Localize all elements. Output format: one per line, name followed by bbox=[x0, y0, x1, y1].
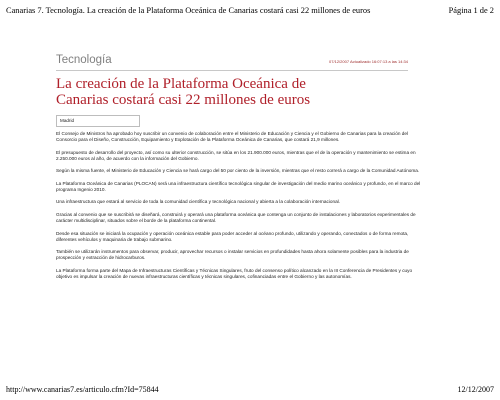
article-headline: La creación de la Plataforma Oceánica de Canarias costará casi 22 millones de euros bbox=[56, 76, 311, 108]
section-divider bbox=[56, 70, 408, 71]
section-title: Tecnología bbox=[56, 54, 112, 66]
article-dateline: 07/12/2007 Actualizado 16:07:13 a las 14:34 bbox=[329, 59, 408, 64]
print-footer-url: http://www.canarias7.es/articulo.cfm?Id=75844 bbox=[6, 385, 159, 394]
article-paragraph: El presupuesto de desarrollo del proyecto, así como su ulterior construcción, se sitúa en los 21.900.000 euros, mientras que el de la operación y mantenimiento se estima en 2.250.000 euros al año, de acuerdo con la información del Gobierno. bbox=[56, 149, 416, 161]
print-page-number: Página 1 de 2 bbox=[448, 6, 494, 15]
article-paragraph: Según la misma fuente, el Ministerio de Educación y Ciencia se hará cargo del 50 por ciento de la inversión, mientras que el resto correrá a cargo de la Comunidad Autónoma. bbox=[56, 168, 420, 174]
print-footer-date: 12/12/2007 bbox=[457, 385, 494, 394]
article-paragraph: Gracias al convenio que se suscribirá se diseñará, construirá y operará una plataforma oceánica que contenga un conjunto de instalaciones y laboratorios experimentales de carácter multidisciplinar, situados sobre el borde de la plataforma continental. bbox=[56, 211, 416, 223]
print-header-title: Canarias 7. Tecnología. La creación de la Plataforma Oceánica de Canarias costará casi 22 millones de euros bbox=[6, 6, 371, 15]
article-paragraph: El Consejo de Ministros ha aprobado hoy suscribir un convenio de colaboración entre el Ministerio de Educación y Ciencia y el Gobierno de Canarias para la creación del Consorcio para el Diseño, Construcción, Equipamiento y Explotación de la Plataforma Oceánica de Canarias, que costará 21,9 millones. bbox=[56, 131, 409, 142]
article-paragraph: También se utilizarán instrumentos para observar, producir, aprovechar recursos o instalar servicios en profundidades hasta ahora solamente posibles para la industria de prospección y extracción de hidrocarburos. bbox=[56, 249, 409, 261]
article-location: Madrid bbox=[56, 115, 140, 127]
article-paragraph: La Plataforma Oceánica de Canarias (PLOCAN) será una infraestructura científico tecnológica singular de investigación del medio marino oceánico y profundo, en el marco del programa Ingenio 2010. bbox=[56, 180, 421, 192]
section-header bbox=[56, 54, 408, 68]
article-body bbox=[56, 131, 422, 286]
article-paragraph: La Plataforma forma parte del Mapa de Infraestructuras Científicas y Técnicas Singulares, fruto del consenso político alcanzado en la III Conferencia de Presidentes y cuyo objetivo es impulsar la creación de nuevas infraestructuras científicas y técnicas singulares, cofinanciadas entre el Gobierno y las autonomías. bbox=[56, 267, 413, 279]
article-paragraph: Desde esa situación se iniciará la ocupación y operación oceánica estable para poder acceder al océano profundo, utilizando y operando, conectados o de forma remota, diferentes vehículos y maquinaria de trabajo submarino. bbox=[56, 230, 409, 242]
print-header bbox=[6, 6, 494, 20]
print-footer bbox=[6, 385, 494, 397]
article-paragraph: Una infraestructura que estará al servicio de toda la comunidad científica y tecnológica nacional y abierta a la colaboración internacional. bbox=[56, 199, 341, 205]
